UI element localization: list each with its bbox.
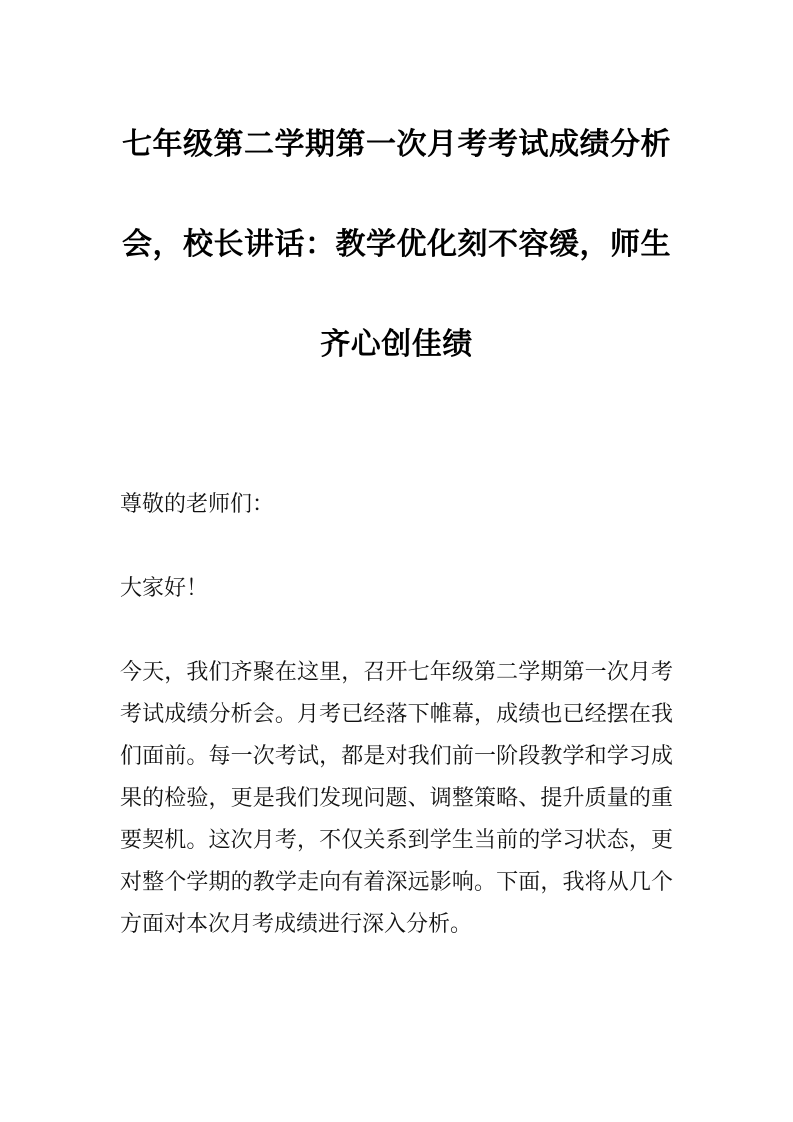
document-title xyxy=(120,95,673,395)
salutation-text: 尊敬的老师们： xyxy=(120,491,275,516)
body-paragraph: 今天，我们齐聚在这里，召开七年级第二学期第一次月考考试成绩分析会。月考已经落下帷幕，成绩也已经摆在我们面前。每一次考试，都是对我们前一阶段教学和学习成果的检验，更是我们发现问题、调整策略、提升质量的重要契机。这次月考，不仅关系到学生当前的学习状态，更对整个学期的教学走向有着深远影响。下面，我将从几个方面对本次月考成绩进行深入分析。 xyxy=(120,659,673,936)
title-line-1: 七年级第二学期第一次月考考试成绩分析 xyxy=(122,128,671,161)
title-line-2: 会，校长讲话：教学优化刻不容缓，师生 xyxy=(122,228,671,261)
title-line-3: 齐心创佳绩 xyxy=(320,328,473,361)
greeting-text: 大家好！ xyxy=(120,575,209,600)
